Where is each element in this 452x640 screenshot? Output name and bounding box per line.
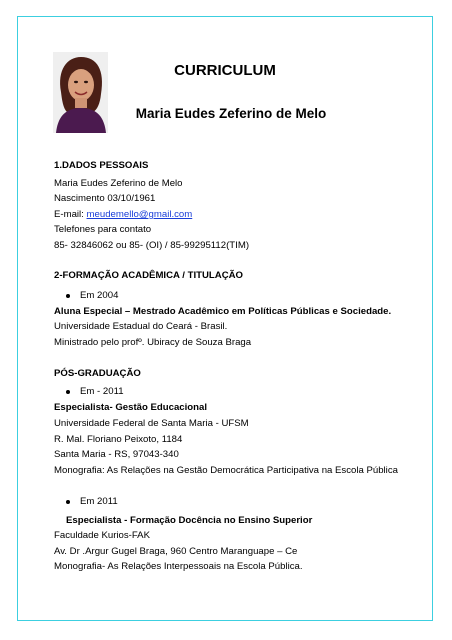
pos1-monograph: Monografia: As Relações na Gestão Democrática Participativa na Escola Pública <box>54 465 398 476</box>
formacao-year: Em 2004 <box>80 290 119 301</box>
email-row <box>54 209 192 221</box>
bullet-icon <box>66 294 70 298</box>
pos2-year: Em 2011 <box>80 496 118 507</box>
section-heading-formacao: 2-FORMAÇÃO ACADÊMICA / TITULAÇÃO <box>54 270 244 281</box>
pos1-year: Em - 2011 <box>80 386 124 397</box>
formacao-course: Aluna Especial – Mestrado Acadêmico em Políticas Públicas e Sociedade. <box>54 306 392 317</box>
pos1-title: Especialista- Gestão Educacional <box>54 402 208 413</box>
pos1-address: R. Mal. Floriano Peixoto, 1184 <box>54 434 183 445</box>
pos1-institution: Universidade Federal de Santa Maria - UFSM <box>54 418 249 429</box>
section-heading-dados-pessoais: 1.DADOS PESSOAIS <box>54 160 149 171</box>
bullet-icon <box>66 500 70 504</box>
pos2-address: Av. Dr .Argur Gugel Braga, 960 Centro Maranguape – Ce <box>54 546 298 557</box>
pos2-institution: Faculdade Kurios-FAK <box>54 530 150 541</box>
email-label: E-mail: <box>54 209 84 220</box>
document-title: CURRICULUM <box>174 62 276 79</box>
phones: 85- 32846062 ou 85- (OI) / 85-99295112(TIM) <box>54 240 250 251</box>
candidate-name: Maria Eudes Zeferino de Melo <box>135 106 327 121</box>
phones-label: Telefones para contato <box>54 224 152 235</box>
pos1-city: Santa Maria - RS, 97043-340 <box>54 449 179 460</box>
portrait-photo <box>53 52 108 133</box>
formacao-institution: Universidade Estadual do Ceará - Brasil. <box>54 321 228 332</box>
pos2-title: Especialista - Formação Docência no Ensino Superior <box>66 515 313 526</box>
formacao-teacher: Ministrado pelo profº. Ubiracy de Souza Braga <box>54 337 252 348</box>
section-heading-pos-graduacao: PÓS-GRADUAÇÃO <box>54 368 141 379</box>
bullet-icon <box>66 390 70 394</box>
pos2-monograph: Monografia- As Relações Interpessoais na Escola Pública. <box>54 561 303 572</box>
birth-date: Nascimento 03/10/1961 <box>54 193 156 204</box>
full-name: Maria Eudes Zeferino de Melo <box>54 178 183 189</box>
email-link[interactable]: meudemello@gmail.com <box>86 209 193 220</box>
